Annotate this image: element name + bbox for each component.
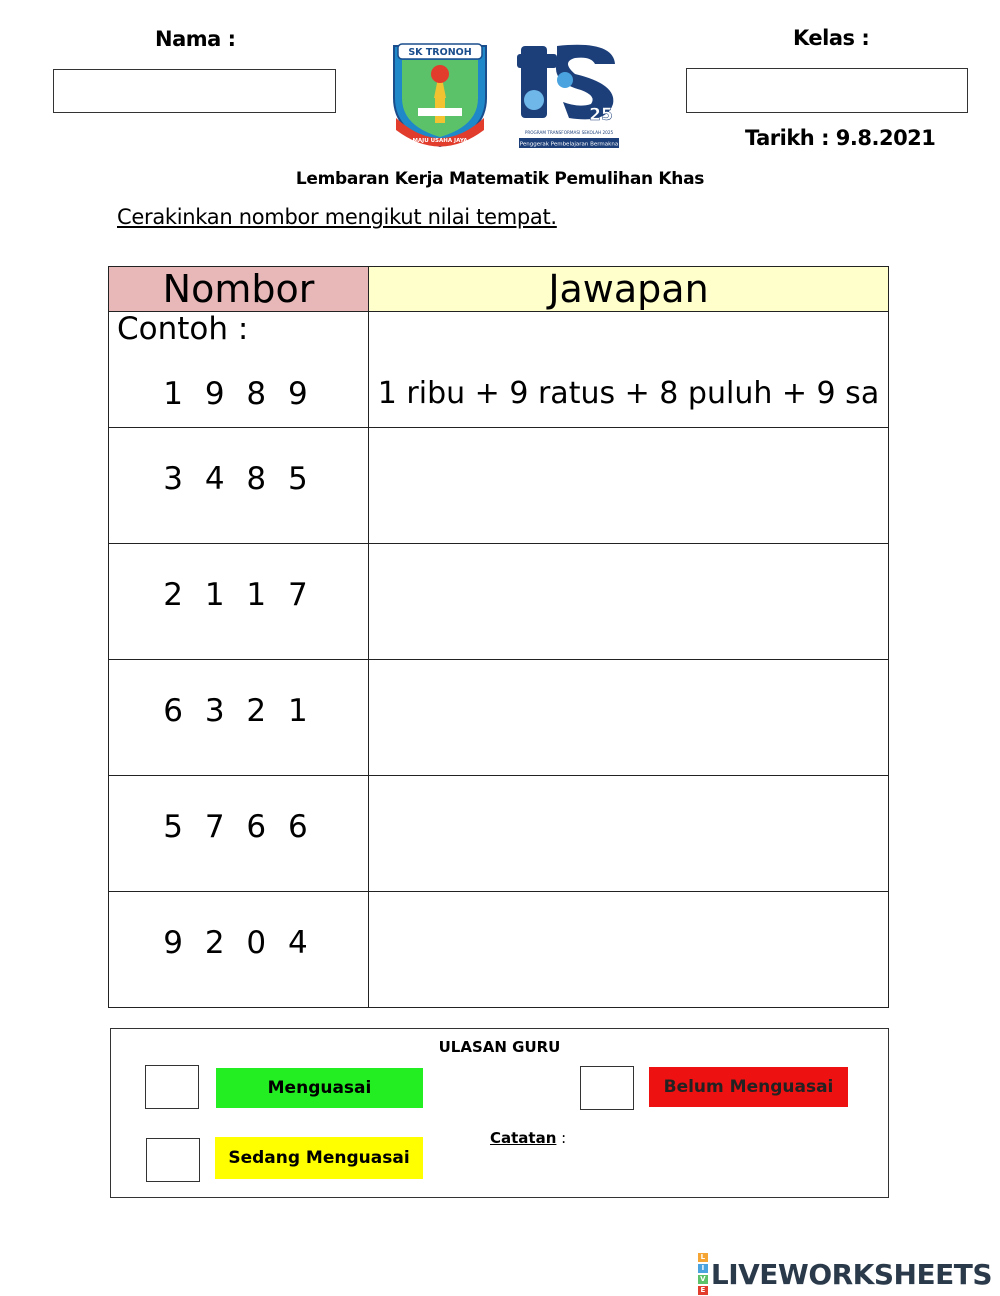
ts25-number: 25	[589, 105, 613, 125]
table-row	[109, 544, 889, 660]
lw-block-i: I	[698, 1264, 708, 1273]
teacher-review-box	[110, 1028, 889, 1198]
worksheet-title: Lembaran Kerja Matematik Pemulihan Khas	[295, 169, 705, 189]
example-label: Contoh :	[117, 311, 249, 347]
nama-input[interactable]	[53, 69, 336, 113]
header-nombor: Nombor	[109, 267, 369, 312]
liveworksheets-text: LIVEWORKSHEETS	[710, 1257, 992, 1291]
example-row	[109, 312, 889, 428]
row-number: 6 3 2 1	[163, 693, 314, 729]
example-answer-cell	[369, 312, 889, 428]
table-row	[109, 660, 889, 776]
header-jawapan: Jawapan	[369, 267, 889, 312]
nama-label: Nama :	[155, 27, 236, 51]
ts25-tagline: Penggerak Pembelajaran Bermakna	[519, 141, 619, 148]
row-number: 3 4 8 5	[163, 461, 314, 497]
kelas-input[interactable]	[686, 68, 968, 113]
menguasai-badge: Menguasai	[216, 1068, 423, 1108]
tarikh-label: Tarikh : 9.8.2021	[745, 126, 936, 150]
answer-input[interactable]	[369, 776, 889, 892]
school-logo	[388, 38, 492, 154]
answer-input[interactable]	[369, 544, 889, 660]
table-row	[109, 776, 889, 892]
catatan-colon: :	[556, 1129, 567, 1147]
ts25-caption: PROGRAM TRANSFORMASI SEKOLAH 2025	[524, 130, 614, 135]
example-number: 1 9 8 9	[163, 376, 314, 412]
row-number: 9 2 0 4	[163, 925, 314, 961]
catatan-label	[490, 1129, 566, 1147]
kelas-label: Kelas :	[793, 26, 870, 50]
example-number-cell	[109, 312, 369, 428]
instruction-text: Cerakinkan nombor mengikut nilai tempat.	[117, 205, 557, 229]
lw-block-e: E	[698, 1286, 708, 1295]
liveworksheets-logo-icon	[698, 1252, 708, 1296]
review-title: ULASAN GURU	[438, 1038, 561, 1056]
belum-menguasai-checkbox[interactable]	[580, 1066, 634, 1110]
school-logo-text: SK TRONOH	[408, 47, 472, 58]
example-answer: 1 ribu + 9 ratus + 8 puluh + 9 sa	[377, 376, 880, 411]
row-number: 5 7 6 6	[163, 809, 314, 845]
belum-menguasai-badge: Belum Menguasai	[649, 1067, 848, 1107]
table-row	[109, 428, 889, 544]
answer-input[interactable]	[369, 428, 889, 544]
catatan-text: Catatan	[490, 1129, 557, 1147]
answer-input[interactable]	[369, 892, 889, 1008]
menguasai-checkbox[interactable]	[145, 1065, 199, 1109]
answer-input[interactable]	[369, 660, 889, 776]
decomposition-table	[108, 266, 889, 1008]
row-number: 2 1 1 7	[163, 577, 314, 613]
liveworksheets-watermark	[698, 1252, 992, 1296]
ts25-logo	[517, 40, 621, 156]
sedang-menguasai-badge: Sedang Menguasai	[215, 1137, 423, 1179]
sedang-menguasai-checkbox[interactable]	[146, 1138, 200, 1182]
table-row	[109, 892, 889, 1008]
lw-block-l: L	[698, 1253, 708, 1262]
lw-block-v: V	[698, 1275, 708, 1284]
school-logo-motto: MAJU USAHA JAYA	[412, 138, 468, 144]
